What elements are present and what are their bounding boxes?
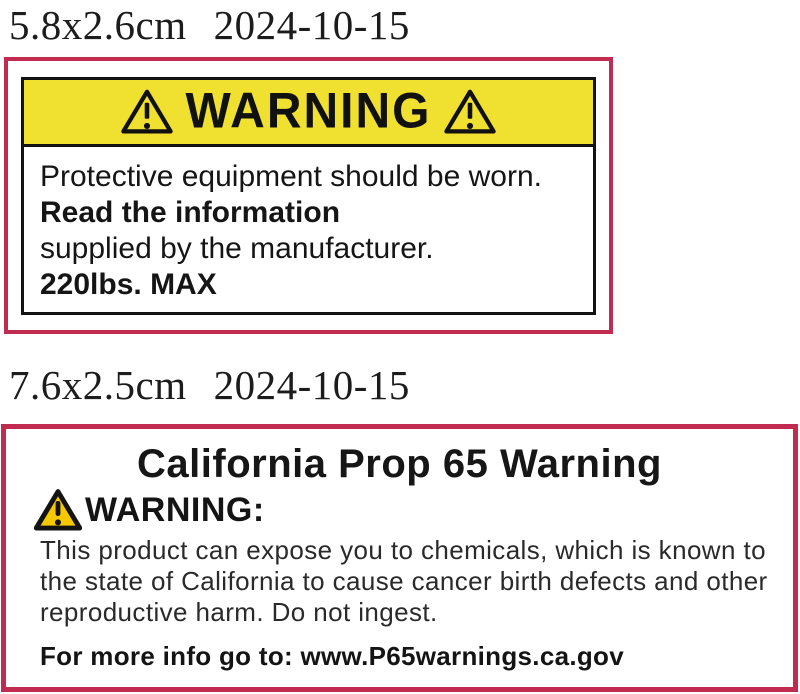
body-line: 220lbs. MAX [40, 268, 217, 301]
label1-caption [9, 1, 410, 49]
warning-banner-text: WARNING [185, 83, 432, 140]
warning-banner [24, 80, 593, 147]
warning-triangle-icon [120, 88, 174, 136]
label2-caption [9, 361, 410, 409]
body-line: Protective equipment should be worn. [40, 160, 542, 193]
prop65-body [40, 535, 793, 628]
body-line: Read the information [40, 196, 341, 229]
ansi-warning-label [4, 57, 613, 334]
ansi-warning-inner-frame [21, 77, 596, 315]
body-line: This product can expose you to chemicals, which is known to [40, 535, 766, 565]
prop65-info-line: For more info go to: www.P65warnings.ca.gov [40, 641, 624, 671]
body-line: reproductive harm. Do not ingest. [40, 597, 438, 627]
label2-date-text: 2024-10-15 [213, 362, 410, 408]
prop65-label [1, 424, 798, 692]
warning-triangle-icon [34, 489, 82, 531]
prop65-warning-heading: WARNING: [85, 490, 265, 529]
warning-triangle-icon [443, 88, 497, 136]
body-line: supplied by the manufacturer. [40, 232, 434, 265]
ansi-warning-body [24, 147, 593, 303]
prop65-warning-heading-row [34, 489, 793, 531]
prop65-title: California Prop 65 Warning [137, 442, 662, 486]
body-line: the state of California to cause cancer birth defects and other [40, 566, 768, 596]
label2-size-text: 7.6x2.5cm [9, 362, 187, 408]
label1-size-text: 5.8x2.6cm [9, 2, 187, 48]
label1-date-text: 2024-10-15 [213, 2, 410, 48]
